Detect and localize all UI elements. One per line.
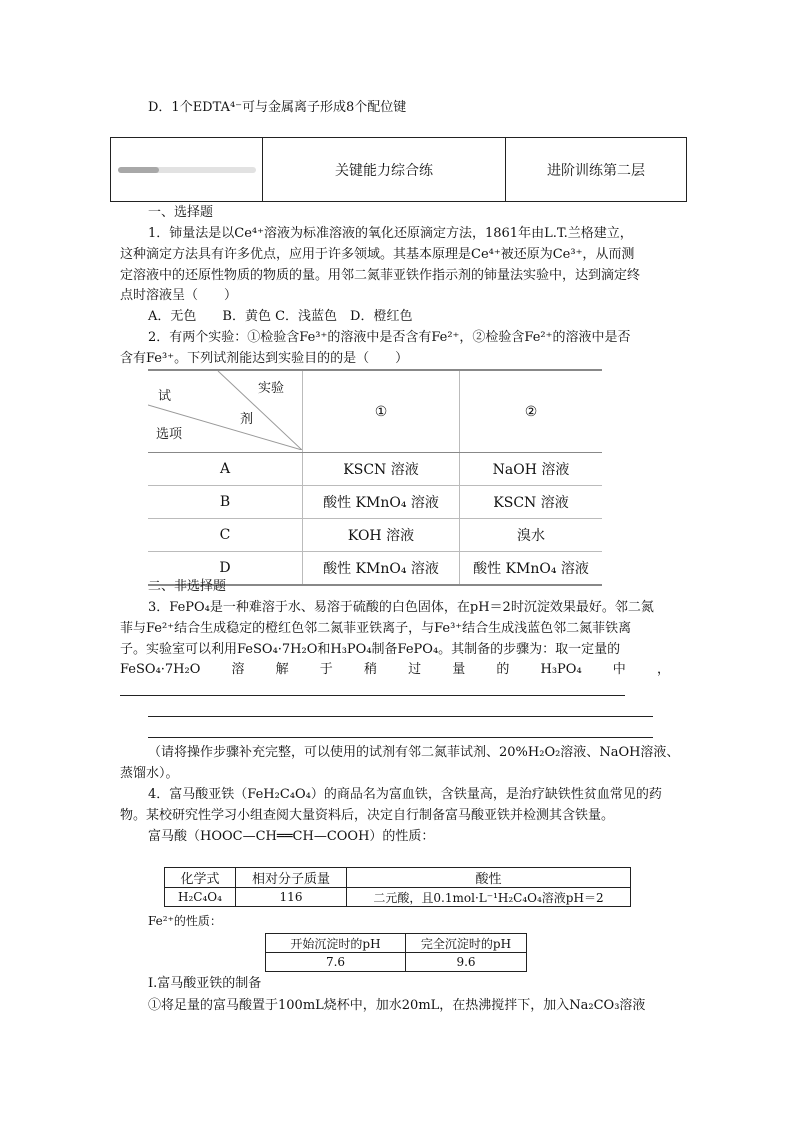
row-reagent-1: 酸性 KMnO₄ 溶液 (303, 486, 460, 519)
fe2-ph-table (265, 933, 527, 972)
banner-right-title: 进阶训练第二层 (547, 162, 645, 179)
row-reagent-2: 溴水 (460, 519, 603, 552)
answer-blank-3[interactable] (148, 737, 653, 738)
td-mass: 116 (236, 888, 347, 907)
th-start-ph: 开始沉淀时的pH (266, 934, 406, 953)
row-option: D (148, 552, 303, 586)
th-complete-ph: 完全沉淀时的pH (406, 934, 527, 953)
q2-reagent-table (148, 369, 602, 586)
word: 解 (275, 662, 289, 677)
section-title-nonchoice: 二、非选择题 (148, 579, 227, 594)
word: 量 (452, 662, 466, 677)
q4-line-3: 富马酸（HOOC—CH══CH—COOH）的性质： (148, 829, 435, 844)
td-formula: H₂C₄O₄ (165, 888, 236, 907)
td-start-ph: 7.6 (266, 953, 406, 972)
word: 中 (612, 662, 626, 677)
word: H₃PO₄ (540, 662, 582, 677)
row-option: B (148, 486, 303, 519)
col-header-2: ② (460, 370, 603, 453)
col-header-1: ① (303, 370, 460, 453)
word: 稍 (363, 662, 377, 677)
progress-bar (118, 167, 256, 173)
table-row (165, 888, 631, 907)
q3-line-2: 菲与Fe²⁺结合生成稳定的橙红色邻二氮菲亚铁离子，与Fe³⁺结合生成浅蓝色邻二氮菲铁离 (120, 621, 632, 636)
q3-note-1: （请将操作步骤补充完整，可以使用的试剂有邻二氮菲试剂、20%H₂O₂溶液、NaOH溶液、 (148, 745, 680, 760)
fe2-property-label: Fe²⁺的性质： (148, 914, 222, 928)
row-reagent-2: NaOH 溶液 (460, 453, 603, 486)
banner-left-title: 关键能力综合练 (263, 138, 506, 201)
table-row (148, 519, 602, 552)
row-reagent-2: 酸性 KMnO₄ 溶液 (460, 552, 603, 586)
q1-line-2: 这种滴定方法具有许多优点，应用于许多领域。其基本原理是Ce⁴⁺被还原为Ce³⁺，从而测 (120, 247, 635, 262)
diag-label-option: 选项 (156, 427, 183, 442)
td-acidity: 二元酸，且0.1mol·L⁻¹H₂C₄O₄溶液pH＝2 (347, 888, 631, 907)
q1-line-1: 1．铈量法是以Ce⁴⁺溶液为标准溶液的氧化还原滴定方法，1861年由L.T.兰格建立， (148, 226, 633, 241)
table-row (148, 453, 602, 486)
q2-line-2: 含有Fe³⁺。下列试剂能达到实验目的的是（ ） (120, 351, 409, 366)
row-reagent-1: KSCN 溶液 (303, 453, 460, 486)
answer-blank-1[interactable] (120, 695, 625, 696)
table-header-row (165, 868, 631, 888)
section-banner (110, 137, 687, 202)
diagonal-header-cell (148, 370, 303, 453)
progress-bar-fill (118, 167, 159, 173)
word: 的 (496, 662, 510, 677)
q1-options: A．无色 B．黄色 C．浅蓝色 D．橙红色 (148, 309, 413, 324)
q4-line-2: 物。某校研究性学习小组查阅大量资料后，决定自行制备富马酸亚铁并检测其含铁量。 (120, 808, 615, 823)
q2-line-1: 2．有两个实验：①检验含Fe³⁺的溶液中是否含有Fe²⁺，②检验含Fe²⁺的溶液中是否 (148, 330, 631, 345)
previous-option-d: D．1个EDTA⁴⁻可与金属离子形成8个配位键 (148, 100, 407, 115)
th-mass: 相对分子质量 (236, 868, 347, 888)
row-reagent-1: KOH 溶液 (303, 519, 460, 552)
section-title-choice: 一、选择题 (148, 205, 214, 220)
banner-logo-cell (111, 138, 263, 201)
diag-label-ji: 剂 (240, 412, 254, 427)
q3-line-4-justified (120, 660, 670, 680)
row-option: A (148, 453, 303, 486)
q3-line-1: 3．FePO₄是一种难溶于水、易溶于硫酸的白色固体，在pH＝2时沉淀效果最好。邻二氮 (148, 600, 654, 615)
row-reagent-1: 酸性 KMnO₄ 溶液 (303, 552, 460, 586)
th-formula: 化学式 (165, 868, 236, 888)
q4-line-1: 4．富马酸亚铁（FeH₂C₄O₄）的商品名为富血铁，含铁量高，是治疗缺铁性贫血常见的药 (148, 787, 662, 802)
fumaric-acid-table (164, 867, 631, 907)
td-complete-ph: 9.6 (406, 953, 527, 972)
word: 溶 (231, 662, 245, 677)
diag-label-shi: 试 (158, 389, 172, 404)
th-acidity: 酸性 (347, 868, 631, 888)
row-option: C (148, 519, 303, 552)
word: 过 (408, 662, 422, 677)
word: 于 (319, 662, 333, 677)
part-1-title: Ⅰ.富马酸亚铁的制备 (148, 976, 262, 991)
q3-line-3: 子。实验室可以利用FeSO₄·7H₂O和H₃PO₄制备FePO₄。其制备的步骤为：取一定量的 (120, 642, 621, 657)
table-header-row (266, 934, 527, 953)
row-reagent-2: KSCN 溶液 (460, 486, 603, 519)
word: ， (656, 662, 670, 677)
diag-label-experiment: 实验 (258, 381, 285, 396)
q1-line-4: 点时溶液呈（ ） (120, 288, 238, 303)
answer-blank-2[interactable] (148, 716, 653, 717)
q3-note-2: 蒸馏水）。 (120, 766, 179, 781)
table-row (148, 486, 602, 519)
table-row (266, 953, 527, 972)
word: FeSO₄·7H₂O (120, 662, 201, 677)
q4-step-1: ①将足量的富马酸置于100mL烧杯中，加水20mL，在热沸搅拌下，加入Na₂CO₃溶液 (148, 998, 646, 1013)
q1-line-3: 定溶液中的还原性物质的物质的量。用邻二氮菲亚铁作指示剂的铈量法实验中，达到滴定终 (120, 268, 641, 283)
